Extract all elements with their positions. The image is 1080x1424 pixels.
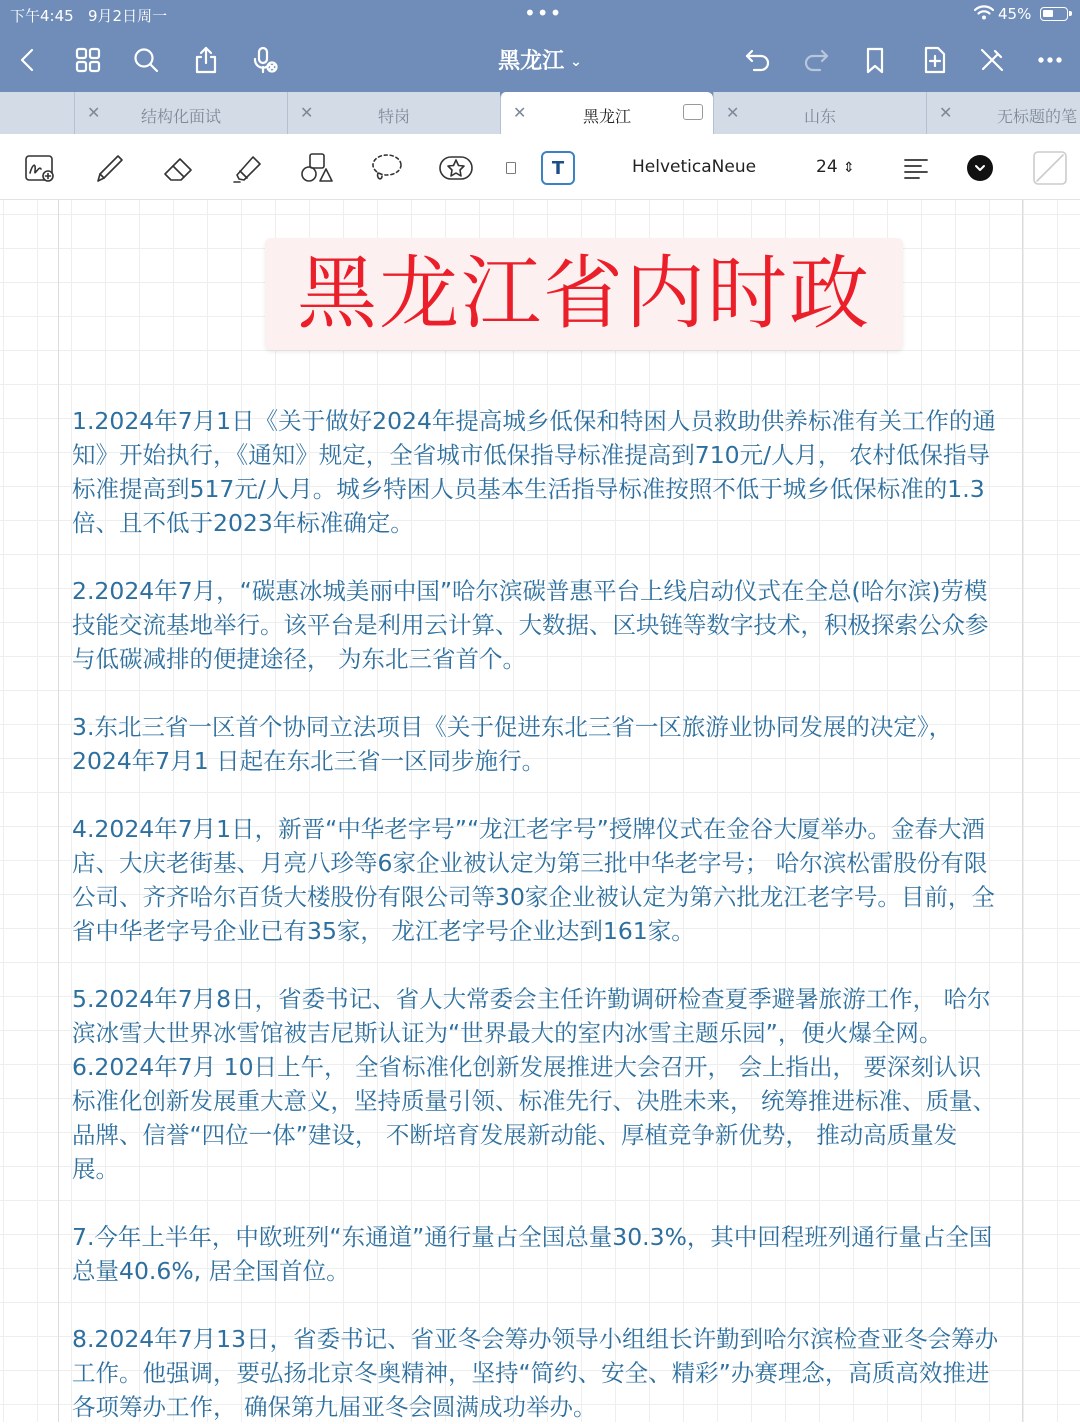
text-background-button[interactable] <box>1028 146 1072 190</box>
image-icon[interactable] <box>503 146 519 190</box>
news-item-5: 5.2024年7月8日，省委书记、省人大常委会主任许勤调研检查夏季避暑旅游工作， 哈尔滨冰雪大世界冰雪馆被吉尼斯认证为“世界最大的室内冰雪主题乐园”，便火爆全网。 <box>72 985 991 1047</box>
tab-shandong[interactable] <box>713 92 926 134</box>
add-page-icon[interactable] <box>914 40 954 80</box>
page-title: 黑龙江省内时政 <box>297 247 871 340</box>
lasso-icon[interactable] <box>365 146 409 190</box>
redo-icon[interactable] <box>796 40 836 80</box>
news-item-8: 8.2024年7月13日，省委书记、省亚冬会筹办领导小组组长许勤到哈尔滨检查亚冬会筹办工作。他强调，要弘扬北京冬奥精神，坚持“简约、安全、精彩”办赛理念，高质高效推进各项筹办工作， 确保第九届亚冬会圆满成功举办。 <box>72 1325 999 1421</box>
tab-tegang[interactable] <box>287 92 500 134</box>
close-icon[interactable]: ✕ <box>726 103 740 122</box>
tab-label: 无标题的笔 <box>997 107 1078 126</box>
shapes-icon[interactable] <box>295 146 339 190</box>
tab-structured-interview[interactable] <box>74 92 287 134</box>
font-name-selector[interactable]: HelveticaNeue <box>632 157 757 177</box>
news-item-4: 4.2024年7月1日，新晋“中华老字号”“龙江老字号”授牌仪式在金谷大厦举办。金春大酒店、大庆老街基、月亮八珍等6家企业被认定为第三批中华老字号； 哈尔滨松雷股份有限公司、齐齐哈尔百货大楼股份有限公司等30家企业被认定为第六批龙江老字号。目前，全省中华老字号企业已有35家， 龙江老字号企业达到161家。 <box>72 815 995 945</box>
text-color-button[interactable] <box>958 146 1002 190</box>
text-tool-button[interactable]: T <box>541 151 575 185</box>
status-date: 9月2日周一 <box>88 7 168 25</box>
chevron-updown-icon: ⇕ <box>843 160 855 176</box>
more-icon[interactable] <box>1030 40 1070 80</box>
tab-bar <box>0 92 1080 134</box>
close-icon[interactable]: ✕ <box>939 103 953 122</box>
split-view-icon[interactable] <box>683 104 703 120</box>
drawing-toolbar <box>0 134 1080 200</box>
tab-label: 黑龙江 <box>582 107 631 126</box>
nav-bar <box>0 30 1080 90</box>
close-icon[interactable]: ✕ <box>300 103 314 122</box>
tab-label: 结构化面试 <box>140 107 221 126</box>
close-icon[interactable]: ✕ <box>513 103 527 122</box>
title-text-box[interactable] <box>265 238 903 350</box>
sticker-icon[interactable] <box>434 146 478 190</box>
news-item-7: 7.今年上半年，中欧班列“东通道”通行量占全国总量30.3%，其中回程班列通行量占全国总量40.6%, 居全国首位。 <box>72 1223 993 1285</box>
close-icon[interactable]: ✕ <box>87 103 101 122</box>
tab-label: 特岗 <box>377 107 410 126</box>
battery-icon <box>1040 7 1068 21</box>
news-item-1: 1.2024年7月1日《关于做好2024年提高城乡低保和特困人员救助供养标准有关工作的通知》开始执行，《通知》规定，全省城市低保指导标准提高到710元/人月， 农村低保指导标准提高到517元/人月。城乡特困人员基本生活指导标准按照不低于城乡低保标准的1.3倍、且不低于2023年标准确定。 <box>72 407 996 537</box>
page-margin-line <box>1022 200 1023 1422</box>
highlighter-icon[interactable] <box>226 146 270 190</box>
bookmark-icon[interactable] <box>855 40 895 80</box>
top-bar <box>0 0 1080 134</box>
font-size-selector[interactable]: 24 ⇕ <box>816 157 855 177</box>
battery-percent: 45% <box>998 5 1032 23</box>
tab-partial[interactable] <box>0 92 74 134</box>
chevron-down-icon[interactable]: ⌄ <box>570 54 582 70</box>
news-item-6: 6.2024年7月 10日上午， 全省标准化创新发展推进大会召开， 会上指出， 要深刻认识标准化创新发展重大意义，坚持质量引领、标准先行、决胜未来， 统筹推进标准、质量、品牌、信誉“四位一体”建设， 不断培育发展新动能、厚植竞争新优势， 推动高质量发展。 <box>72 1053 996 1183</box>
body-text-box[interactable] <box>72 404 1000 1424</box>
page-margin-line <box>58 200 59 1422</box>
tab-label: 山东 <box>803 107 836 126</box>
multitask-dots-icon[interactable]: ••• <box>524 1 563 25</box>
handwriting-to-text-icon[interactable] <box>18 146 62 190</box>
news-item-3: 3.东北三省一区首个协同立法项目《关于促进东北三省一区旅游业协同发展的决定》，2024年7月1 日起在东北三省一区同步施行。 <box>72 713 953 775</box>
wifi-icon <box>974 4 994 20</box>
undo-icon[interactable] <box>738 40 778 80</box>
pen-off-icon[interactable] <box>972 40 1012 80</box>
document-title[interactable]: 黑龙江 ⌄ <box>498 49 582 74</box>
status-time: 下午4:45 9月2日周一 <box>10 7 168 25</box>
status-bar <box>0 0 1080 28</box>
eraser-icon[interactable] <box>157 146 201 190</box>
tab-heilongjiang[interactable] <box>500 92 713 134</box>
pen-icon[interactable] <box>87 146 131 190</box>
news-item-2: 2.2024年7月，“碳惠冰城美丽中国”哈尔滨碳普惠平台上线启动仪式在全总(哈尔滨)劳模技能交流基地举行。该平台是利用云计算、大数据、区块链等数字技术，积极探索公众参与低碳减排的便捷途径， 为东北三省首个。 <box>72 577 989 673</box>
tab-untitled[interactable] <box>926 92 1080 134</box>
align-left-icon[interactable] <box>894 146 938 190</box>
